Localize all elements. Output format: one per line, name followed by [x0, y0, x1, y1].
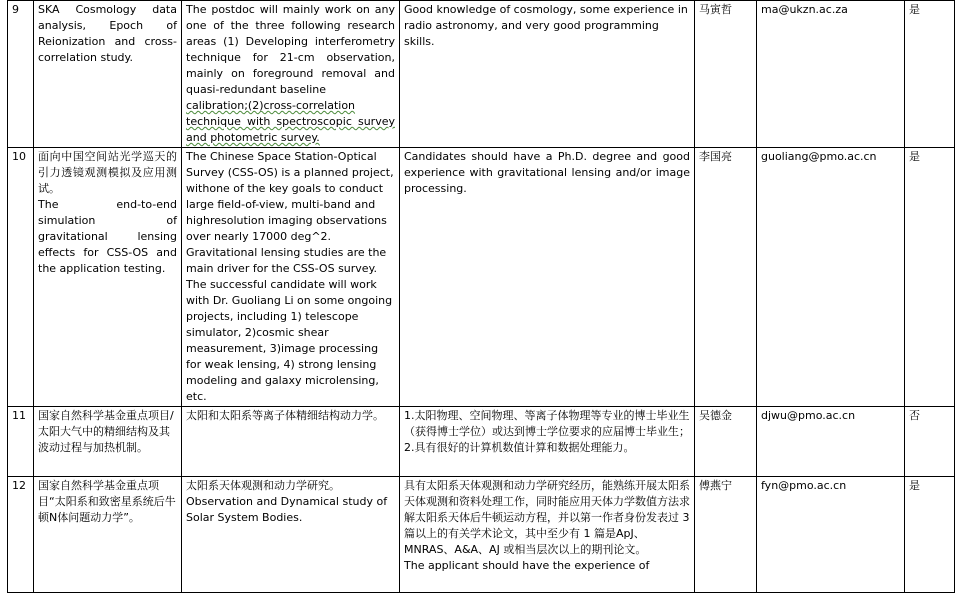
- project-description: [182, 1, 400, 148]
- table-row: [8, 407, 955, 477]
- row-number: 10: [8, 148, 34, 407]
- contact-name: 傅燕宁: [695, 477, 757, 593]
- table-row: [8, 148, 955, 407]
- row-number: 9: [8, 1, 34, 148]
- description-en: Observation and Dynamical study of Solar System Bodies.: [186, 495, 388, 524]
- postdoc-positions-table: [7, 0, 955, 593]
- requirement-item: 2.具有很好的计算机数值计算和数据处理能力。: [404, 441, 635, 454]
- project-title: 国家自然科学基金重点项目“太阳系和致密星系统后牛顿N体问题动力学”。: [34, 477, 182, 593]
- status-flag: 是: [905, 1, 955, 148]
- status-flag: 是: [905, 148, 955, 407]
- row-number: 11: [8, 407, 34, 477]
- requirement-cn: 具有太阳系天体观测和动力学研究经历，能熟练开展太阳系天体观测和资料处理工作，同时能应用天体力学数值方法求解太阳系天体后牛顿运动方程，并以第一作者身份发表过 3 篇以上的有关学术论文，其中至少有 1 篇是ApJ、MNRAS、A&A、AJ 或相当层次以上的期刊论文。: [404, 479, 690, 556]
- contact-name: 李国亮: [695, 148, 757, 407]
- contact-email: ma@ukzn.ac.za: [757, 1, 905, 148]
- description-text: The postdoc will mainly work on any one of the three following research areas (1) Developing interferometry technique for 21-cm observation, mainly on foreground removal and quasi-redundant baseline: [186, 3, 395, 96]
- requirements: [400, 477, 695, 593]
- status-flag: 否: [905, 407, 955, 477]
- project-title: SKA Cosmology data analysis, Epoch of Reionization and cross-correlation study.: [34, 1, 182, 148]
- table-row: [8, 1, 955, 148]
- requirement-item: 1.太阳物理、空间物理、等离子体物理等专业的博士毕业生（获得博士学位）或达到博士学位要求的应届博士毕业生；: [404, 409, 690, 438]
- contact-email: guoliang@pmo.ac.cn: [757, 148, 905, 407]
- contact-name: 马寅哲: [695, 1, 757, 148]
- description-cn: 太阳系天体观测和动力学研究。: [186, 479, 340, 492]
- project-title-en: The end-to-end simulation of gravitational lensing effects for CSS-OS and the application testing.: [38, 198, 177, 275]
- contact-email: djwu@pmo.ac.cn: [757, 407, 905, 477]
- requirements: [400, 407, 695, 477]
- requirements: Good knowledge of cosmology, some experience in radio astronomy, and very good programming skills.: [400, 1, 695, 148]
- project-description: 太阳和太阳系等离子体精细结构动力学。: [182, 407, 400, 477]
- description-text: calibration;(2)cross-correlation technique with spectroscopic survey and photometric survey.: [186, 99, 395, 144]
- requirement-en: The applicant should have the experience of: [404, 559, 650, 572]
- project-description: The Chinese Space Station-Optical Survey (CSS-OS) is a planned project, withone of the key goals to conduct large field-of-view, multi-band and highresolution imaging observations over nearly 17000 deg^2. Gravitational lensing studies are the main driver for the CSS-OS survey. The successful candidate will work with Dr. Guoliang Li on some ongoing projects, including 1) telescope simulator, 2)cosmic shear measurement, 3)image processing for weak lensing, 4) strong lensing modeling and galaxy microlensing, etc.: [182, 148, 400, 407]
- contact-name: 吴德金: [695, 407, 757, 477]
- contact-email: fyn@pmo.ac.cn: [757, 477, 905, 593]
- project-description: [182, 477, 400, 593]
- row-number: 12: [8, 477, 34, 593]
- requirements: Candidates should have a Ph.D. degree and good experience with gravitational lensing and/or image processing.: [400, 148, 695, 407]
- project-title-cn: 面向中国空间站光学巡天的引力透镜观测模拟及应用测试。: [38, 150, 177, 195]
- project-title: 国家自然科学基金重点项目/太阳大气中的精细结构及其波动过程与加热机制。: [34, 407, 182, 477]
- status-flag: 是: [905, 477, 955, 593]
- project-title: [34, 148, 182, 407]
- table-row: [8, 477, 955, 593]
